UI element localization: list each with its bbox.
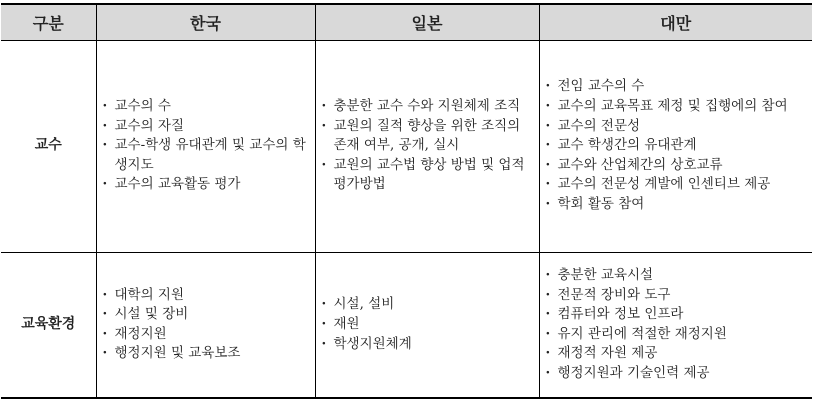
list-item: · 전문적 장비와 도구 <box>546 286 809 306</box>
list-item: · 교수의 수 <box>103 97 309 117</box>
list-item: · 전임 교수의 수 <box>546 77 809 97</box>
cell-environment-korea <box>96 252 315 398</box>
bullet-list <box>103 97 309 195</box>
cell-faculty-taiwan <box>539 40 812 252</box>
bullet-list <box>546 266 809 384</box>
header-taiwan: 대만 <box>539 4 812 40</box>
list-item: · 대학의 지원 <box>103 286 309 306</box>
cell-environment-taiwan <box>539 252 812 398</box>
bullet-list <box>103 286 309 364</box>
cell-faculty-korea <box>96 40 315 252</box>
list-item: · 교수의 전문성 계발에 인센티브 제공 <box>546 175 809 195</box>
bullet-list <box>322 295 533 354</box>
comparison-table <box>1 3 812 399</box>
list-item: · 교수의 교육활동 평가 <box>103 175 309 195</box>
list-item: · 교수-학생 유대관계 및 교수의 학생지도 <box>103 136 309 175</box>
list-item: · 교원의 교수법 향상 방법 및 업적 평가방법 <box>322 156 533 195</box>
list-item: · 교원의 질적 향상을 위한 조직의 존재 여부, 공개, 실시 <box>322 117 533 156</box>
row-label-environment: 교육환경 <box>1 252 96 398</box>
list-item: · 시설, 설비 <box>322 295 533 315</box>
table-row-environment <box>1 252 812 398</box>
list-item: · 재원 <box>322 315 533 335</box>
list-item: · 재정지원 <box>103 325 309 345</box>
header-korea: 한국 <box>96 4 315 40</box>
header-category: 구분 <box>1 4 96 40</box>
list-item: · 행정지원과 기술인력 제공 <box>546 364 809 384</box>
header-row <box>1 4 812 40</box>
list-item: · 행정지원 및 교육보조 <box>103 344 309 364</box>
cell-faculty-japan <box>315 40 539 252</box>
list-item: · 학회 활동 참여 <box>546 195 809 215</box>
list-item: · 교수 학생간의 유대관계 <box>546 136 809 156</box>
list-item: · 교수의 전문성 <box>546 117 809 137</box>
list-item: · 충분한 교육시설 <box>546 266 809 286</box>
header-japan: 일본 <box>315 4 539 40</box>
list-item: · 유지 관리에 적절한 재정지원 <box>546 325 809 345</box>
list-item: · 시설 및 장비 <box>103 305 309 325</box>
list-item: · 교수와 산업체간의 상호교류 <box>546 156 809 176</box>
list-item: · 교수의 교육목표 제정 및 집행에의 참여 <box>546 97 809 117</box>
row-label-faculty: 교수 <box>1 40 96 252</box>
list-item: · 교수의 자질 <box>103 117 309 137</box>
bullet-list <box>322 97 533 195</box>
cell-environment-japan <box>315 252 539 398</box>
list-item: · 충분한 교수 수와 지원체제 조직 <box>322 97 533 117</box>
list-item: · 학생지원체계 <box>322 335 533 355</box>
list-item: · 재정적 자원 제공 <box>546 344 809 364</box>
table-row-faculty <box>1 40 812 252</box>
bullet-list <box>546 77 809 214</box>
list-item: · 컴퓨터와 정보 인프라 <box>546 305 809 325</box>
